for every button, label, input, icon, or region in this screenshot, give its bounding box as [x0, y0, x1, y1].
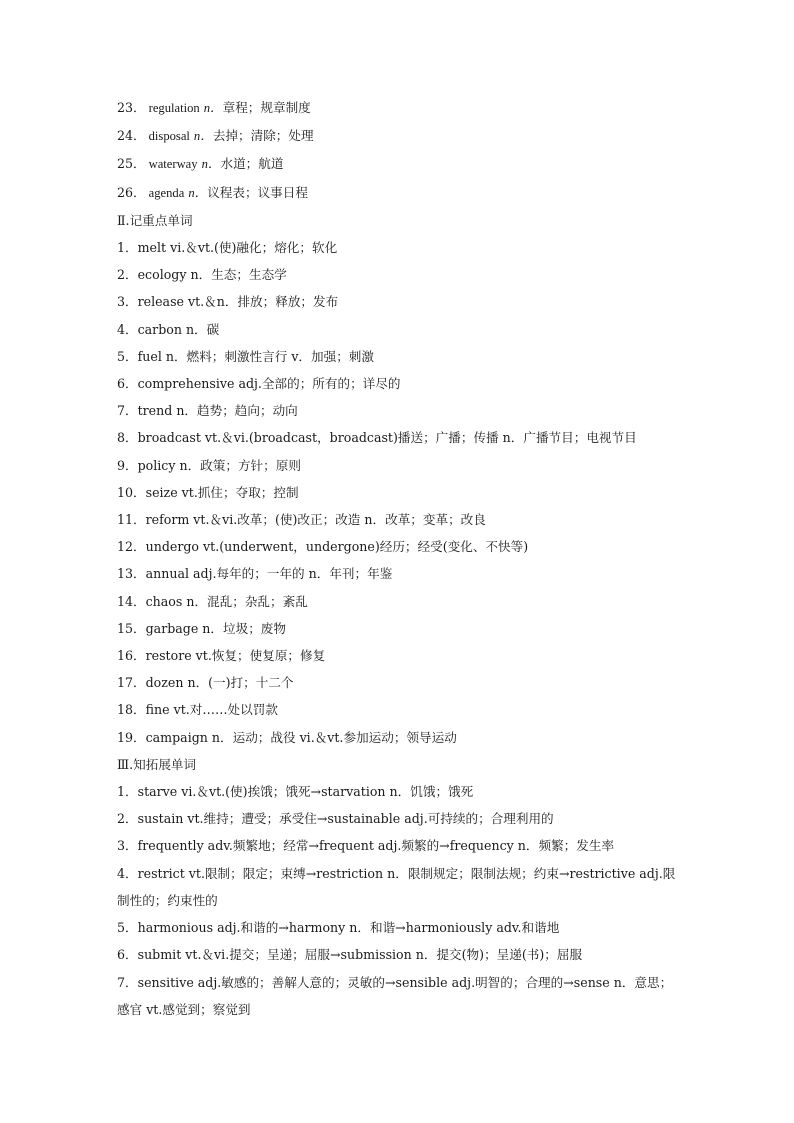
list-item: 26． agenda n．议程表；议事日程 [117, 184, 308, 200]
list-item: 12．undergo vt.(underwent，undergone)经历；经受(变化、不快等) [117, 539, 529, 555]
list-item: 3．frequently adv.频繁地；经常→frequent adj.频繁的→frequency n．频繁；发生率 [117, 838, 615, 854]
list-item: 11．reform vt.＆vi.改革；(使)改正；改造 n．改革；变革；改良 [117, 512, 486, 528]
list-item: 10．seize vt.抓住；夺取；控制 [117, 484, 299, 500]
list-item: 14．chaos n．混乱；杂乱；紊乱 [117, 593, 308, 609]
list-item: 13．annual adj.每年的；一年的 n．年刊；年鉴 [117, 566, 393, 582]
list-item: 16．restore vt.恢复；使复原；修复 [117, 648, 326, 664]
section-heading: Ⅱ.记重点单词 [117, 212, 193, 228]
list-item: 6．submit vt.＆vi.提交；呈递；屈服→submission n．提交(物)；呈递(书)；屈服 [117, 947, 583, 963]
list-item: 2．sustain vt.维持；遭受；承受住→sustainable adj.可持续的；合理利用的 [117, 811, 554, 827]
list-item: 8．broadcast vt.＆vi.(broadcast，broadcast)播送；广播；传播 n．广播节目；电视节目 [117, 430, 637, 446]
list-item: 25． waterway n．水道；航道 [117, 156, 284, 172]
list-item: 1．melt vi.＆vt.(使)融化；熔化；软化 [117, 240, 338, 256]
list-item: 6．comprehensive adj.全部的；所有的；详尽的 [117, 376, 401, 392]
list-item: 3．release vt.＆n．排放；释放；发布 [117, 294, 339, 310]
list-item: 24． disposal n．去掉；清除；处理 [117, 128, 314, 144]
list-item: 19．campaign n．运动；战役 vi.＆vt.参加运动；领导运动 [117, 729, 457, 745]
list-item: 7．sensitive adj.敏感的；善解人意的；灵敏的→sensible adj.明智的；合理的→sense n．意思；感官 vt.感觉到；察觉到 [117, 974, 673, 1017]
list-item: 9．policy n．政策；方针；原则 [117, 457, 301, 473]
section-heading: Ⅲ.知拓展单词 [117, 756, 197, 772]
list-item: 5．fuel n．燃料；刺激性言行 v．加强；刺激 [117, 348, 374, 364]
list-item: 5．harmonious adj.和谐的→harmony n．和谐→harmoniously adv.和谐地 [117, 920, 560, 936]
list-item: 1．starve vi.＆vt.(使)挨饿；饿死→starvation n．饥饿；饿死 [117, 784, 474, 800]
list-item: 17．dozen n．(一)打；十二个 [117, 675, 294, 691]
list-item: 18．fine vt.对……处以罚款 [117, 702, 278, 718]
list-item: 4．restrict vt.限制；限定；束缚→restriction n．限制规定；限制法规；约束→restrictive adj.限制性的；约束性的 [117, 865, 676, 908]
list-item: 23． regulation n．章程；规章制度 [117, 100, 311, 115]
vocabulary-list [117, 94, 683, 1023]
list-item: 4．carbon n．碳 [117, 321, 220, 337]
list-item: 2．ecology n．生态；生态学 [117, 267, 287, 283]
list-item: 15．garbage n．垃圾；废物 [117, 620, 286, 636]
list-item: 7．trend n．趋势；趋向；动向 [117, 403, 298, 419]
